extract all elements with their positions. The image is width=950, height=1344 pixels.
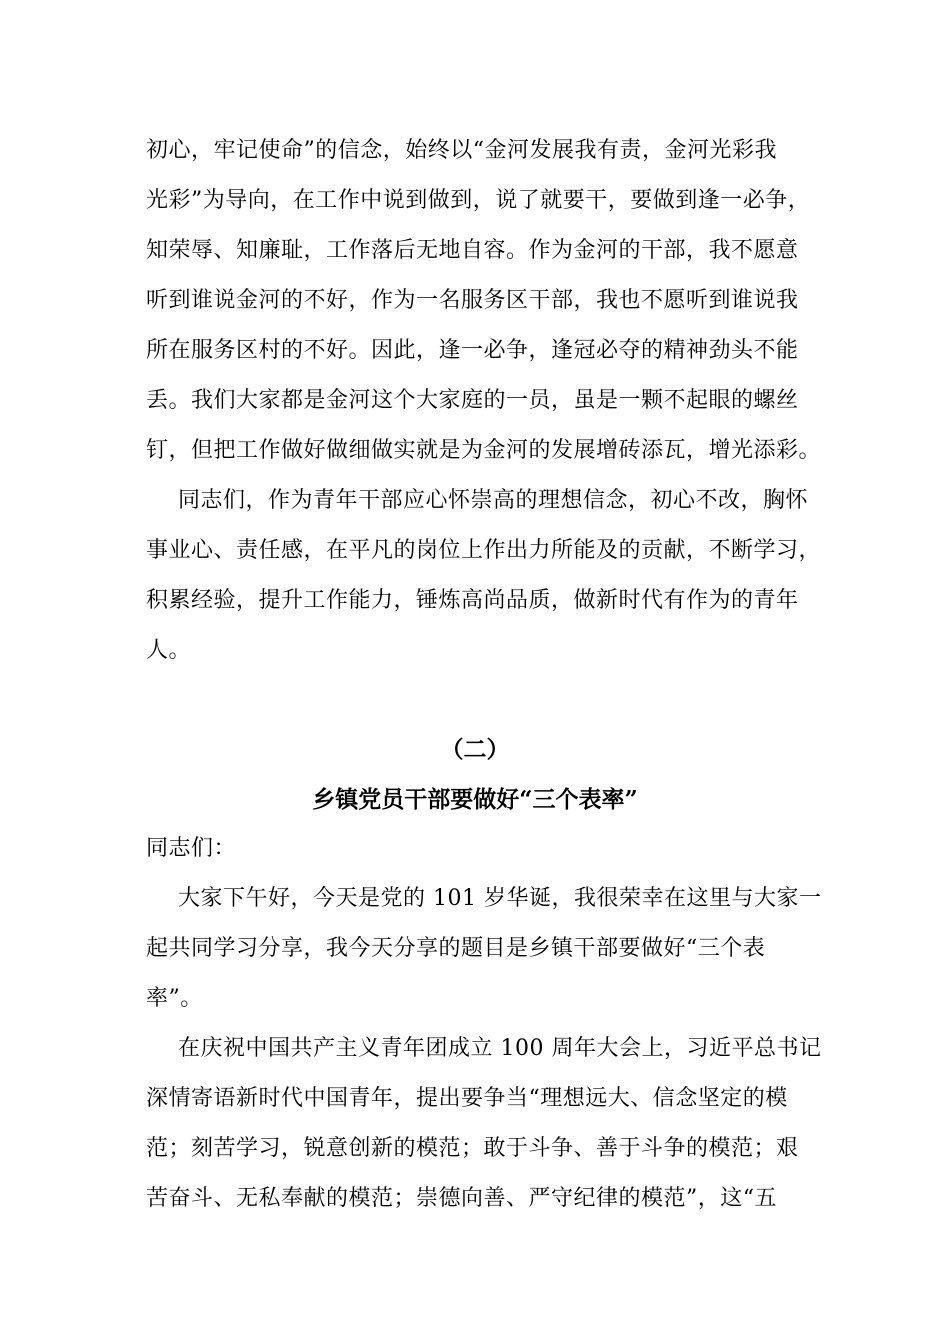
part1-body xyxy=(146,126,822,676)
paragraph-line: 率”。 xyxy=(146,986,203,1011)
paragraph-line: 知荣辱、知廉耻，工作落后无地自容。作为金河的干部，我不愿意 xyxy=(146,238,799,263)
paragraph-line: 丢。我们大家都是金河这个大家庭的一员，虽是一颗不起眼的螺丝 xyxy=(146,388,799,413)
salutation: 同志们： xyxy=(146,836,237,861)
paragraph-line: 初心，牢记使命”的信念，始终以“金河发展我有责，金河光彩我 xyxy=(146,138,777,163)
paragraph-line: 大家下午好，今天是党的 101 岁华诞，我很荣幸在这里与大家一 xyxy=(178,886,822,911)
paragraph-line: 积累经验，提升工作能力，锤炼高尚品质，做新时代有作为的青年 xyxy=(146,588,799,613)
paragraph-line: 光彩”为导向，在工作中说到做到，说了就要干，要做到逢一必争， xyxy=(146,188,811,213)
paragraph-line: 钉，但把工作做好做细做实就是为金河的发展增砖添瓦，增光添彩。 xyxy=(146,438,822,463)
paragraph-line: 范；刻苦学习，锐意创新的模范；敢于斗争、善于斗争的模范；艰 xyxy=(146,1136,799,1161)
paragraph-line: 在庆祝中国共产主义青年团成立 100 周年大会上，习近平总书记 xyxy=(178,1036,822,1061)
section2-body xyxy=(146,824,822,1224)
paragraph-line: 听到谁说金河的不好，作为一名服务区干部，我也不愿听到谁说我 xyxy=(146,288,799,313)
paragraph-line: 深情寄语新时代中国青年，提出要争当“理想远大、信念坚定的模 xyxy=(146,1086,788,1111)
paragraph-line: 事业心、责任感，在平凡的岗位上作出力所能及的贡献，不断学习， xyxy=(146,538,822,563)
paragraph-line: 苦奋斗、无私奉献的模范；崇德向善、严守纪律的模范”，这“五 xyxy=(146,1186,777,1211)
paragraph-line: 人。 xyxy=(146,638,192,663)
paragraph-line: 同志们，作为青年干部应心怀崇高的理想信念，初心不改，胸怀 xyxy=(178,488,809,513)
paragraph-line: 起共同学习分享，我今天分享的题目是乡镇干部要做好“三个表 xyxy=(146,936,766,961)
paragraph-line: 所在服务区村的不好。因此，逢一必争，逢冠必夺的精神劲头不能 xyxy=(146,338,799,363)
section-title: 乡镇党员干部要做好“三个表率” xyxy=(312,786,638,813)
section-number: （二） xyxy=(440,736,510,763)
